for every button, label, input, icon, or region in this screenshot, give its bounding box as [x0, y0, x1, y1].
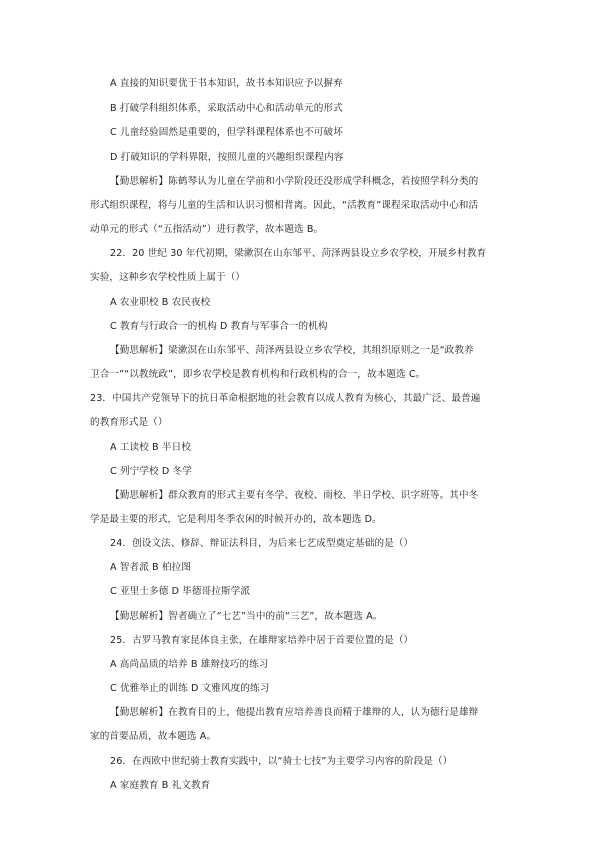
question-26-options-ab: A 家庭教育 B 礼文教育: [110, 780, 211, 791]
option-d: D 打破知识的学科界限，按照儿童的兴趣组织课程内容: [110, 152, 344, 163]
question-24-options-ab: A 智者派 B 柏拉图: [110, 562, 191, 573]
analysis-25-line-1: 【勤思解析】在教育目的上，他提出教育应培养善良而精于雄辩的人，认为德行是雄辩: [110, 707, 479, 718]
analysis-24: 【勤思解析】智者确立了“七艺”当中的前“三艺”，故本题选 A。: [110, 611, 383, 622]
analysis-23-line-2: 学是最主要的形式，它是利用冬季农闲的时候开办的，故本题选 D。: [90, 514, 382, 525]
question-24-options-cd: C 亚里士多德 D 毕德哥拉斯学派: [110, 586, 251, 597]
question-25: 25．古罗马教育家昆体良主张，在雄辩家培养中居于首要位置的是（）: [110, 635, 414, 646]
analysis-21-line-1: 【勤思解析】陈鹤琴认为儿童在学前和小学阶段还没形成学科概念，若按照学科分类的: [110, 176, 479, 187]
analysis-25-line-2: 家的首要品质，故本题选 A。: [90, 731, 217, 742]
question-23-options-cd: C 列宁学校 D 冬学: [110, 466, 192, 477]
question-23-options-ab: A 工读校 B 半日校: [110, 442, 191, 453]
question-23-line-1: 23．中国共产党领导下的抗日革命根据地的社会教育以成人教育为核心，其最广泛、最普遍: [90, 393, 481, 404]
option-c: C 儿童经验固然是重要的，但学科课程体系也不可破坏: [110, 127, 343, 138]
analysis-23-line-1: 【勤思解析】群众教育的形式主要有冬学、夜校、雨校、半日学校、识字班等。其中冬: [110, 490, 479, 501]
analysis-22-line-2: 卫合一”“以教统政”，即乡农学校是教育机构和行政机构的合一，故本题选 C。: [90, 369, 426, 380]
question-25-options-cd: C 优雅举止的训练 D 文雅风度的练习: [110, 683, 270, 694]
question-26: 26．在西欧中世纪骑士教育实践中，以“骑士七技”为主要学习内容的阶段是（）: [110, 756, 453, 767]
question-22-line-1: 22．20 世纪 30 年代初期，梁漱溟在山东邹平、菏泽两县设立乡农学校，开展乡村教育: [110, 248, 487, 259]
option-b: B 打破学科组织体系，采取活动中心和活动单元的形式: [110, 103, 343, 114]
question-22-line-2: 实验，这种乡农学校性质上属于（）: [90, 272, 246, 283]
analysis-21-line-2: 形式组织课程，将与儿童的生活和认识习惯相背离。因此，“活教育”课程采取活动中心和活: [90, 200, 479, 211]
analysis-21-line-3: 动单元的形式（“五指活动”）进行教学，故本题选 B。: [90, 224, 324, 235]
question-23-line-2: 的教育形式是（）: [90, 417, 168, 428]
question-24: 24．创设文法、修辞、辩证法科目，为后来七艺成型奠定基础的是（）: [110, 538, 414, 549]
question-22-options-cd: C 教育与行政合一的机构 D 教育与军事合一的机构: [110, 321, 328, 332]
question-25-options-ab: A 高尚品质的培养 B 雄辩技巧的练习: [110, 659, 269, 670]
question-22-options-ab: A 农业职校 B 农民夜校: [110, 297, 211, 308]
analysis-22-line-1: 【勤思解析】梁漱溟在山东邹平、菏泽两县设立乡农学校，其组织原则之一是“政教养: [110, 345, 474, 356]
option-a: A 直接的知识要优于书本知识，故书本知识应予以摒弃: [110, 78, 343, 89]
